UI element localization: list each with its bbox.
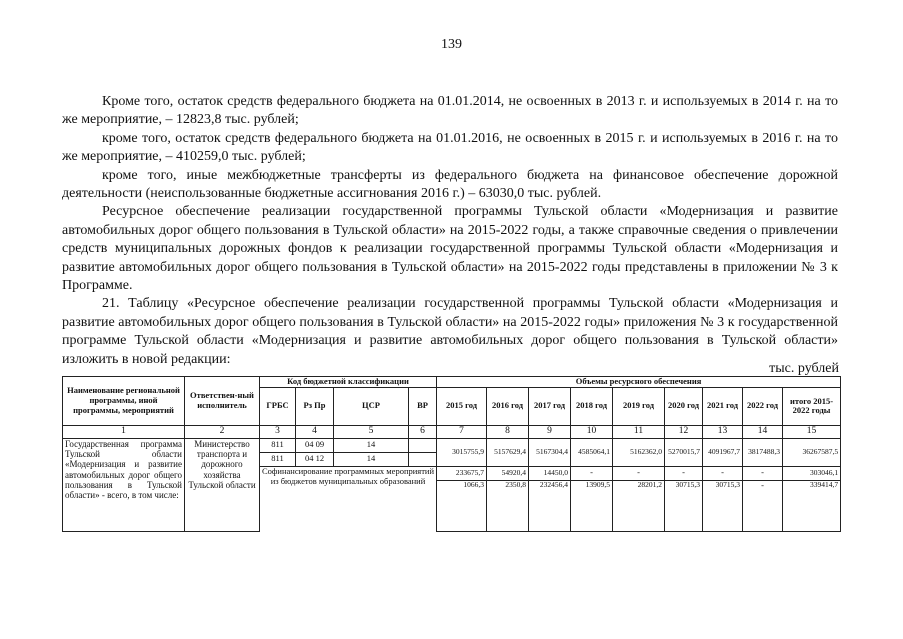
index-row	[63, 425, 841, 438]
paragraph: 21. Таблицу «Ресурсное обеспечение реализации государственной программы Тульской области «Модернизация и развитие автомобильных дорог общего пользования в Тульской области» на 2015-2022 годы» приложения № 3 к государственной программе Тульской области «Модернизация и развитие автомобильных дорог общего пользования в Тульской области» изложить в новой редакции:	[62, 296, 838, 367]
value-cell: 14450,0	[529, 466, 571, 480]
cofinancing-value: -	[743, 480, 783, 531]
value-cell: 233675,7	[437, 466, 487, 480]
index-cell: 11	[613, 425, 665, 438]
header-year: 2015 год	[437, 387, 487, 425]
cofinancing-value: 13909,5	[571, 480, 613, 531]
header-executor: Ответствен-ный исполнитель	[185, 377, 260, 426]
index-cell: 3	[260, 425, 296, 438]
index-cell: 12	[665, 425, 703, 438]
csr-cell: 14	[334, 452, 409, 466]
header-rzpr: Рз Пр	[296, 387, 334, 425]
value-cell: -	[613, 466, 665, 480]
header-year: 2018 год	[571, 387, 613, 425]
header-name: Наименование региональной программы, иной программы, мероприятий	[63, 377, 185, 426]
value-cell: 5270015,7	[665, 438, 703, 466]
value-cell: 4585064,1	[571, 438, 613, 466]
value-cell: 5162362,0	[613, 438, 665, 466]
executor-cell: Министерство транспорта и дорожного хозяйства Тульской области	[185, 438, 260, 531]
header-csr: ЦСР	[334, 387, 409, 425]
cofinancing-value: 232456,4	[529, 480, 571, 531]
header-budget-code: Код бюджетной классификации	[260, 377, 437, 388]
header-year: итого 2015-2022 годы	[783, 387, 841, 425]
vr-cell	[409, 452, 437, 466]
index-cell: 10	[571, 425, 613, 438]
cofinancing-value: 2350,8	[487, 480, 529, 531]
program-name: Государственная программа Тульской области «Модернизация и развитие автомобильных дорог общего пользования в Тульской области» - всего, в том числе:	[65, 438, 182, 501]
index-cell: 8	[487, 425, 529, 438]
value-cell: -	[571, 466, 613, 480]
index-cell: 6	[409, 425, 437, 438]
program-name-cell	[63, 438, 185, 531]
paragraph: Ресурсное обеспечение реализации государственной программы Тульской области «Модернизация и развитие автомобильных дорог общего пользования в Тульской области» на 2015-2022 годы, а также справочные сведения о привлечении средств муниципальных дорожных фондов к реализации государственной программы Тульской области «Модернизация и развитие автомобильных дорог общего пользования в Тульской области» на 2015-2022 годы представлены в приложении № 3 к Программе.	[62, 204, 838, 294]
csr-cell: 14	[334, 438, 409, 452]
value-cell: 54920,4	[487, 466, 529, 480]
cofinancing-value: 339414,7	[783, 480, 841, 531]
header-year: 2022 год	[743, 387, 783, 425]
rzpr-cell: 04 12	[296, 452, 334, 466]
value-cell: 4091967,7	[703, 438, 743, 466]
value-cell: 303046,1	[783, 466, 841, 480]
vr-cell	[409, 438, 437, 452]
index-cell: 1	[63, 425, 185, 438]
header-year: 2019 год	[613, 387, 665, 425]
cofinancing-value: 30715,3	[703, 480, 743, 531]
cofinancing-value: 28201,2	[613, 480, 665, 531]
index-cell: 5	[334, 425, 409, 438]
rzpr-cell: 04 09	[296, 438, 334, 452]
header-year: 2017 год	[529, 387, 571, 425]
table-row	[63, 438, 841, 452]
paragraph: кроме того, иные межбюджетные трансферты из федерального бюджета на финансовое обеспечение дорожной деятельности (неиспользованные бюджетные ассигнования 2016 г.) – 63030,0 тыс. рублей.	[62, 167, 838, 202]
index-cell: 15	[783, 425, 841, 438]
body-text	[62, 93, 838, 369]
cofinancing-value: 30715,3	[665, 480, 703, 531]
value-cell: -	[703, 466, 743, 480]
value-cell: 5167304,4	[529, 438, 571, 466]
cofinancing-label: Софинансирование программных мероприятий из бюджетов муниципальных образований	[260, 466, 437, 531]
header-volumes: Объемы ресурсного обеспечения	[437, 377, 841, 388]
paragraph: Кроме того, остаток средств федерального бюджета на 01.01.2014, не освоенных в 2013 г. и используемых в 2014 г. на то же мероприятие, – 12823,8 тыс. рублей;	[62, 94, 838, 128]
value-cell: 36267587,5	[783, 438, 841, 466]
cofinancing-value: 1066,3	[437, 480, 487, 531]
value-cell: 3817488,3	[743, 438, 783, 466]
value-cell: -	[665, 466, 703, 480]
value-cell: -	[743, 466, 783, 480]
index-cell: 14	[743, 425, 783, 438]
resource-table	[62, 376, 841, 532]
value-cell: 5157629,4	[487, 438, 529, 466]
paragraph: кроме того, остаток средств федерального бюджета на 01.01.2016, не освоенных в 2015 г. и используемых в 2016 г. на то же мероприятие, – 410259,0 тыс. рублей;	[62, 130, 838, 165]
value-cell: 3015755,9	[437, 438, 487, 466]
header-row	[63, 377, 841, 388]
header-vr: ВР	[409, 387, 437, 425]
grbs-cell: 811	[260, 438, 296, 452]
header-year: 2016 год	[487, 387, 529, 425]
index-cell: 13	[703, 425, 743, 438]
index-cell: 4	[296, 425, 334, 438]
index-cell: 7	[437, 425, 487, 438]
header-grbs: ГРБС	[260, 387, 296, 425]
index-cell: 2	[185, 425, 260, 438]
header-year: 2020 год	[665, 387, 703, 425]
grbs-cell: 811	[260, 452, 296, 466]
page-number: 139	[441, 37, 462, 52]
units-label: тыс. рублей	[769, 361, 839, 376]
index-cell: 9	[529, 425, 571, 438]
header-year: 2021 год	[703, 387, 743, 425]
